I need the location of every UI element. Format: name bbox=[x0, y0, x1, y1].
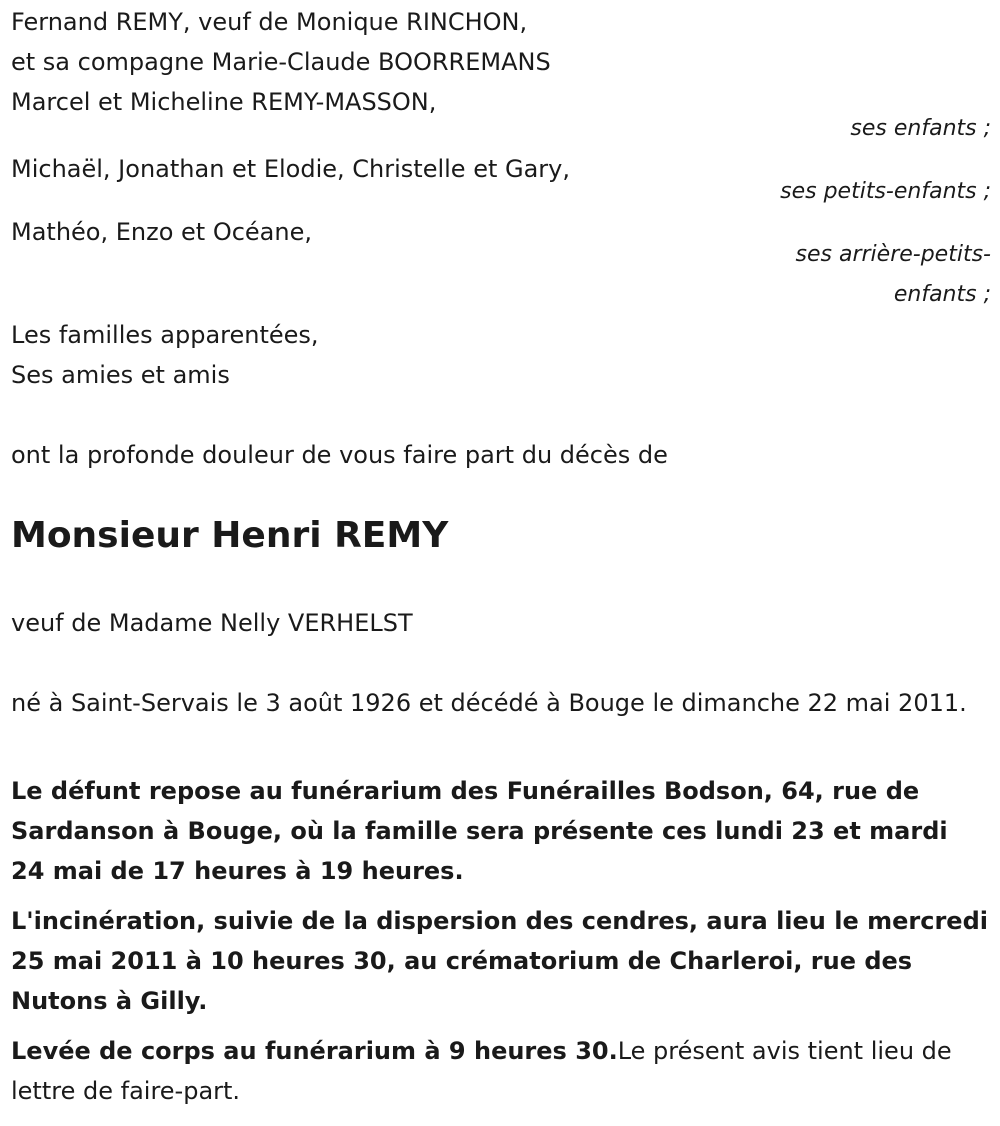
deceased-spouse: veuf de Madame Nelly VERHELST bbox=[11, 609, 413, 637]
levee-bold: Levée de corps au funérarium à 9 heures 30. bbox=[11, 1037, 618, 1065]
grandchildren-label: ses petits-enfants ; bbox=[780, 179, 991, 204]
funerarium-info: Le défunt repose au funérarium des Funérailles Bodson, 64, rue de Sardanson à Bouge, où la famille sera présente ces lundi 23 et mardi 24 mai de 17 heures à 19 heures. bbox=[11, 777, 948, 885]
great-grandchildren-label-1: ses arrière-petits- bbox=[795, 242, 991, 267]
levee-info bbox=[11, 1031, 986, 1111]
related-families: Les familles apparentées, bbox=[11, 321, 319, 349]
birth-death: né à Saint-Servais le 3 août 1926 et décédé à Bouge le dimanche 22 mai 2011. bbox=[11, 689, 967, 717]
friends: Ses amies et amis bbox=[11, 361, 230, 389]
grandchildren-line: Michaël, Jonathan et Elodie, Christelle et Gary, bbox=[11, 155, 570, 183]
great-grandchildren-label-2: enfants ; bbox=[893, 282, 991, 307]
levee-regular: Le présent avis tient lieu de lettre de faire-part. bbox=[11, 1037, 952, 1105]
deceased-name: Monsieur Henri REMY bbox=[11, 515, 449, 556]
children-block bbox=[11, 2, 991, 122]
cremation-info: L'incinération, suivie de la dispersion des cendres, aura lieu le mercredi 25 mai 2011 à 10 heures 30, au crématorium de Charleroi, rue des Nutons à Gilly. bbox=[11, 907, 988, 1015]
children-line-3: Marcel et Micheline REMY-MASSON, bbox=[11, 88, 437, 116]
children-label: ses enfants ; bbox=[850, 116, 991, 141]
great-grandchildren-line: Mathéo, Enzo et Océane, bbox=[11, 218, 312, 246]
announcement: ont la profonde douleur de vous faire part du décès de bbox=[11, 441, 668, 469]
children-line-1: Fernand REMY, veuf de Monique RINCHON, bbox=[11, 8, 528, 36]
children-line-2: et sa compagne Marie-Claude BOORREMANS bbox=[11, 48, 551, 76]
